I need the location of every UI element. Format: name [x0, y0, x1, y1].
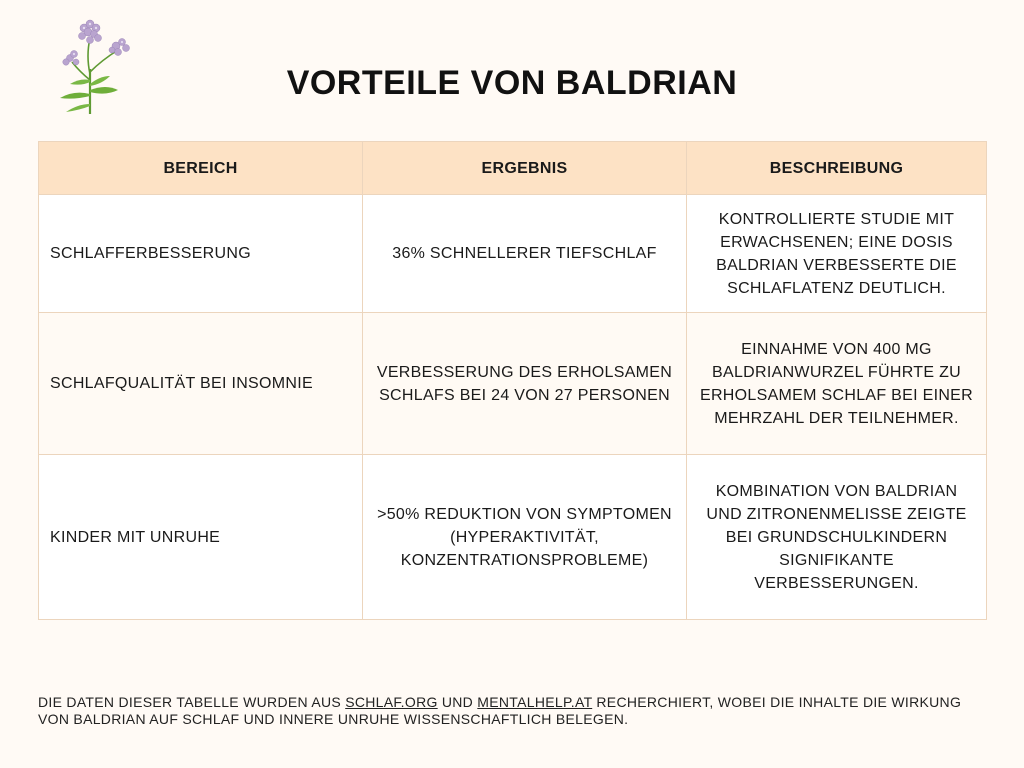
cell-area: SCHLAFFERBESSERUNG — [39, 195, 363, 313]
cell-description: KONTROLLIERTE STUDIE MIT ERWACHSENEN; EINE DOSIS BALDRIAN VERBESSERTE DIE SCHLAFLATENZ DEUTLICH. — [687, 195, 987, 313]
column-header-area: BEREICH — [39, 142, 363, 195]
column-header-description: BESCHREIBUNG — [687, 142, 987, 195]
page-title: VORTEILE VON BALDRIAN — [286, 64, 738, 102]
cell-result: >50% REDUKTION VON SYMPTOMEN (HYPERAKTIVITÄT, KONZENTRATIONSPROBLEME) — [363, 455, 687, 620]
table-row — [39, 455, 987, 620]
cell-area: SCHLAFQUALITÄT BEI INSOMNIE — [39, 313, 363, 455]
cell-result: 36% SCHNELLERER TIEFSCHLAF — [363, 195, 687, 313]
column-header-result: ERGEBNIS — [363, 142, 687, 195]
table-row — [39, 313, 987, 455]
benefits-table — [38, 141, 987, 620]
cell-result: VERBESSERUNG DES ERHOLSAMEN SCHLAFS BEI 24 VON 27 PERSONEN — [363, 313, 687, 455]
cell-description: EINNAHME VON 400 MG BALDRIANWURZEL FÜHRTE ZU ERHOLSAMEM SCHLAF BEI EINER MEHRZAHL DER TEILNEHMER. — [687, 313, 987, 455]
link-schlaf-org[interactable]: SCHLAF.ORG — [345, 694, 438, 710]
table-header-row — [39, 142, 987, 195]
cell-description: KOMBINATION VON BALDRIAN UND ZITRONENMELISSE ZEIGTE BEI GRUNDSCHULKINDERN SIGNIFIKANTE VERBESSERUNGEN. — [687, 455, 987, 620]
cell-area: KINDER MIT UNRUHE — [39, 455, 363, 620]
footnote-text: UND — [437, 694, 478, 710]
footnote-text: RECHERCHIERT, WOBEI DIE INHALTE DIE WIRKUNG VON BALDRIAN AUF SCHLAF UND INNERE UNRUHE WISSENSCHAFTLICH BELEGEN. — [38, 694, 962, 727]
link-mentalhelp-at[interactable]: MENTALHELP.AT — [477, 694, 593, 710]
table-row — [39, 195, 987, 313]
footnote-text: DIE DATEN DIESER TABELLE WURDEN AUS — [38, 694, 346, 710]
source-footnote — [38, 694, 988, 728]
